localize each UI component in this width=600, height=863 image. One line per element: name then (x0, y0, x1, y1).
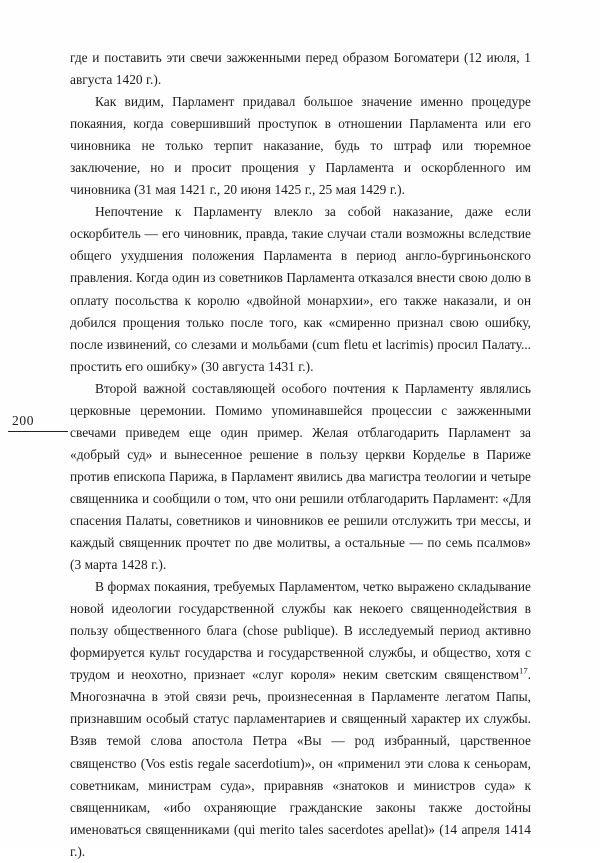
main-text-column (70, 47, 531, 863)
folio-block (8, 414, 70, 432)
paragraph-text-after-footnote: . Многозначна в этой связи речь, произнесенная в Парламенте легатом Папы, признавшим особый статус парламентариев и священный характер их службы. Взяв темой слова апостола Петра «Вы — род избранный, царственное священство (Vos estis regale sacerdotium)», он «применил эти слова к сеньорам, советникам, министрам суда», приравняв «знатоков и министров суда» к священникам, «ибо охраняющие гражданские законы также достойны именоваться священниками (qui merito tales sacerdotes apellat)» (14 апреля 1414 г.). (70, 667, 531, 859)
paragraph: Второй важной составляющей особого почтения к Парламенту являлись церковные церемонии. Помимо упоминавшейся процессии с зажженными свечами приведем еще один пример. Желая отблагодарить Парламент за «добрый суд» и вынесенное решение в пользу церкви Корделье в Париже против епископа Парижа, в Парламент явились два магистра теологии и четыре священника и сообщили о том, что они решили отблагодарить Парламент: «Для спасения Палаты, советников и чиновников ее решили отслужить три мессы, и каждый священник прочтет по две молитвы, а остальные — по семь псалмов» (3 марта 1428 г.). (70, 380, 531, 573)
paragraph-with-footnote (70, 576, 531, 863)
folio-rule (8, 431, 68, 432)
paragraph-text-before-footnote: В формах покаяния, требуемых Парламентом, четко выражено складывание новой идеологии государственной службы как некоего священнодействия в пользу общественного блага (chose publique). В исследуемый период активно формируется культ государства и государственной службы, и общество, хотя с трудом и неохотно, признает «слуг короля» неким светским священством (70, 579, 531, 683)
footnote-marker: 17 (519, 665, 528, 676)
paragraph: Непочтение к Парламенту влекло за собой наказание, даже если оскорбитель — его чиновник, правда, такие случаи стали возможны вследствие общего ухудшения положения Парламента в период англо-бургиньонского правления. Когда один из советников Парламента отказался внести свою долю в оплату посольства к королю «двойной монархии», его также наказали, и он добился прощения только после того, как «смиренно признал свою ошибку, после извинений, со слезами и мольбами (cum fletu et lacrimis) просил Палату... простить его ошибку» (30 августа 1431 г.). (70, 204, 531, 374)
paragraph: где и поставить эти свечи зажженными перед образом Богоматери (12 июля, 1 августа 1420 г.). (70, 50, 531, 88)
paragraph: Как видим, Парламент придавал большое значение именно процедуре покаяния, когда совершивший проступок в отношении Парламента или его чиновника не только терпит наказание, будь то штраф или тюремное заключение, но и просит прощения у Парламента и оскорбленного им чиновника (31 мая 1421 г., 20 июня 1425 г., 25 мая 1429 г.). (70, 94, 531, 198)
page-number: 200 (12, 413, 35, 428)
